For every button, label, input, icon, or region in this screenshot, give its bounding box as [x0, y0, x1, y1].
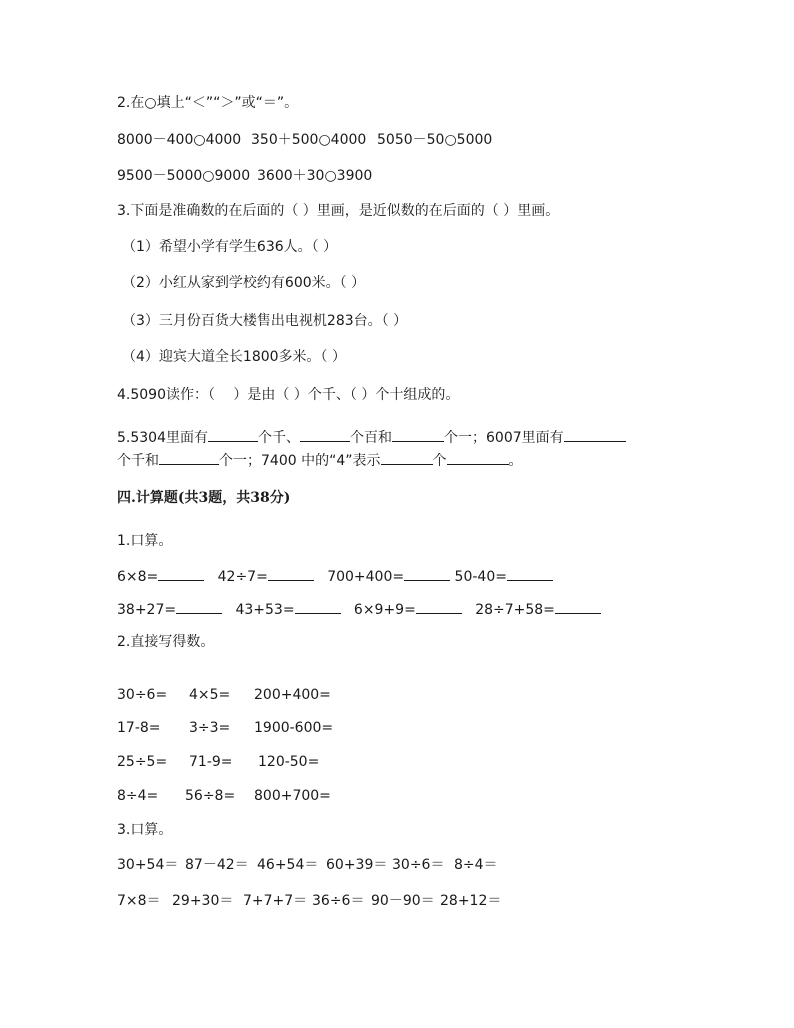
- q3-item: （3）三月份百货大楼售出电视机283台。（ ）: [122, 313, 408, 329]
- calc-expr: 28+12＝: [440, 893, 502, 909]
- calc-expr: 200+400=: [254, 687, 331, 703]
- calc-expr: 3÷3=: [189, 720, 231, 736]
- calc-expr: 36÷6＝: [312, 893, 365, 909]
- q3-item: （4）迎宾大道全长1800多米。（ ）: [122, 349, 346, 365]
- c1-row2: [117, 599, 601, 619]
- answer-blank[interactable]: [159, 450, 219, 465]
- calc-expr: 6×9+9=: [353, 602, 416, 618]
- answer-blank[interactable]: [208, 427, 258, 442]
- calc-expr: 50-40=: [454, 569, 507, 585]
- answer-blank[interactable]: [158, 566, 204, 581]
- calc-expr: 60+39＝: [326, 857, 388, 873]
- q3-title: 3.下面是准确数的在后面的（ ）里画，是近似数的在后面的（ ）里画。: [117, 203, 560, 219]
- section-title: 四.计算题(共3题，共38分): [117, 490, 291, 506]
- q3-item: （1）希望小学有学生636人。（ ）: [122, 239, 338, 255]
- c3-title: 3.口算。: [117, 822, 173, 838]
- calc-expr: 8÷4=: [117, 788, 159, 804]
- answer-blank[interactable]: [295, 599, 341, 614]
- calc-expr: 71-9=: [189, 754, 233, 770]
- answer-blank[interactable]: [404, 566, 450, 581]
- c1-title: 1.口算。: [117, 533, 173, 549]
- q5-line1: [117, 427, 626, 447]
- calc-expr: 17-8=: [117, 720, 161, 736]
- calc-expr: 90－90＝: [371, 893, 435, 909]
- calc-expr: 25÷5=: [117, 754, 168, 770]
- q5-text: 个千、: [258, 430, 300, 446]
- q2-expr: 9500－5000○9000: [117, 168, 251, 184]
- answer-blank[interactable]: [416, 599, 462, 614]
- answer-blank[interactable]: [268, 566, 314, 581]
- calc-expr: 800+700=: [254, 788, 331, 804]
- c1-row1: [117, 566, 553, 586]
- calc-expr: 7×8＝: [117, 893, 161, 909]
- calc-expr: 87－42＝: [185, 857, 249, 873]
- q2-expr: 350＋500○4000: [251, 132, 367, 148]
- calc-expr: 56÷8=: [185, 788, 236, 804]
- q5-text: 个百和: [350, 430, 392, 446]
- answer-blank[interactable]: [381, 450, 433, 465]
- calc-expr: 43+53=: [235, 602, 295, 618]
- q3-item: （2）小红从家到学校约有600米。（ ）: [122, 275, 366, 291]
- calc-expr: 4×5=: [189, 687, 231, 703]
- calc-expr: 29+30＝: [172, 893, 234, 909]
- answer-blank[interactable]: [447, 450, 509, 465]
- calc-expr: 8÷4＝: [454, 857, 498, 873]
- q4-text: 4.5090读作：（ ）是由（ ）个千、（ ）个十组成的。: [117, 387, 460, 403]
- answer-blank[interactable]: [392, 427, 444, 442]
- q2-title: 2.在○填上“＜”“＞”或“＝”。: [117, 95, 299, 111]
- calc-expr: 6×8=: [117, 569, 159, 585]
- answer-blank[interactable]: [300, 427, 350, 442]
- calc-expr: 30+54＝: [117, 857, 179, 873]
- q2-expr: 8000－400○4000: [117, 132, 242, 148]
- q5-text: 个千和: [117, 453, 159, 469]
- calc-expr: 28÷7+58=: [475, 602, 555, 618]
- c2-title: 2.直接写得数。: [117, 634, 215, 650]
- answer-blank[interactable]: [507, 566, 553, 581]
- q5-text: 个: [432, 453, 447, 469]
- q5-text: 。: [508, 453, 523, 469]
- calc-expr: 30÷6＝: [392, 857, 445, 873]
- calc-expr: 120-50=: [258, 754, 320, 770]
- calc-expr: 1900-600=: [254, 720, 334, 736]
- calc-expr: 30÷6=: [117, 687, 168, 703]
- calc-expr: 7+7+7＝: [243, 893, 308, 909]
- q2-expr: 5050－50○5000: [377, 132, 493, 148]
- answer-blank[interactable]: [555, 599, 601, 614]
- calc-expr: 700+400=: [327, 569, 405, 585]
- q5-text: 5.5304里面有: [117, 430, 208, 446]
- q5-line2: [117, 450, 523, 470]
- q2-expr: 3600＋30○3900: [257, 168, 373, 184]
- calc-expr: 42÷7=: [217, 569, 268, 585]
- answer-blank[interactable]: [176, 599, 222, 614]
- q5-text: 个一；7400 中的“4”表示: [219, 453, 381, 469]
- calc-expr: 46+54＝: [257, 857, 319, 873]
- q5-text: 个一；6007里面有: [444, 430, 564, 446]
- calc-expr: 38+27=: [117, 602, 177, 618]
- answer-blank[interactable]: [564, 427, 626, 442]
